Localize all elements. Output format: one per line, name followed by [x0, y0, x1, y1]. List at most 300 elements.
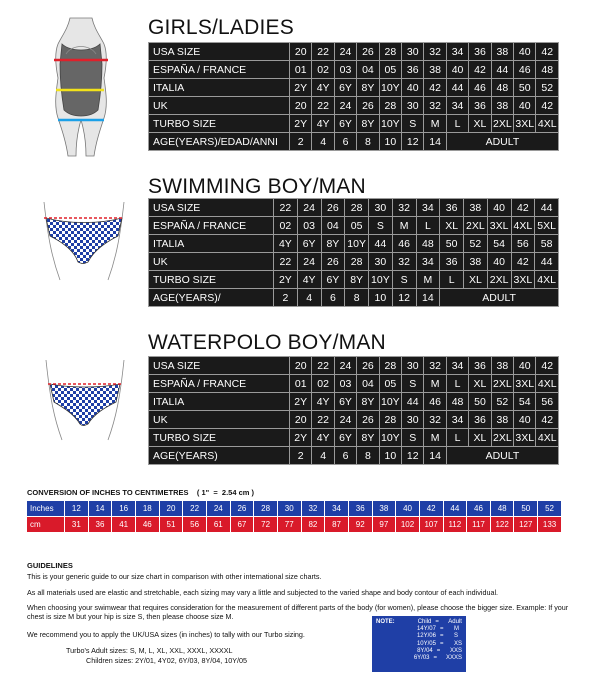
note-spacer: [376, 655, 403, 662]
girls-size-cell: 34: [446, 43, 468, 61]
girls-size-cell: 40: [402, 79, 424, 97]
girls-size-cell: 8Y: [357, 115, 379, 133]
swimming-size-cell: 44: [369, 235, 393, 253]
waterpolo-size-cell: 56: [536, 393, 559, 411]
waterpolo-size-cell: XL: [469, 375, 491, 393]
swimming-size-cell: 36: [440, 253, 464, 271]
swimming-size-cell: 24: [297, 199, 321, 217]
waterpolo-title: WATERPOLO BOY/MAN: [148, 331, 386, 354]
cm-cell: 67: [230, 517, 254, 533]
cm-cell: 36: [88, 517, 112, 533]
note-eq: =: [440, 633, 444, 640]
note-child: 14Y/07: [416, 626, 436, 633]
waterpolo-size-cell: 34: [446, 357, 468, 375]
girls-size-cell: 03: [334, 61, 356, 79]
waterpolo-size-cell: 26: [357, 357, 379, 375]
waterpolo-size-cell: L: [446, 375, 468, 393]
swimming-size-cell: 24: [297, 253, 321, 271]
waterpolo-size-row: [149, 375, 559, 393]
girls-adult-cell: ADULT: [446, 133, 558, 151]
inch-cell: 12: [65, 501, 89, 517]
waterpolo-size-cell: M: [424, 429, 446, 447]
guidelines-paragraph: When choosing your swimwear that requires consideration for the measurement of different parts of the body (for women), please choose the bigger size. Example: If your chest is size M but your hip is size S, then please choose size M.: [27, 603, 569, 621]
swimming-size-cell: 50: [440, 235, 464, 253]
girls-title: GIRLS/LADIES: [148, 16, 294, 39]
girls-age-cell: 4: [312, 133, 334, 151]
note-head-adult: Adult: [448, 619, 462, 625]
swimming-age-cell: 8: [345, 289, 369, 307]
swimming-size-row: [149, 235, 559, 253]
swimming-size-cell: 02: [274, 217, 298, 235]
waterpolo-size-cell: 4XL: [536, 429, 559, 447]
swimming-row-label: UK: [149, 253, 274, 271]
girls-age-cell: 12: [402, 133, 424, 151]
waterpolo-row-label: UK: [149, 411, 290, 429]
girls-size-cell: 6Y: [334, 115, 356, 133]
girls-size-cell: 02: [312, 61, 334, 79]
swimming-size-cell: 4Y: [274, 235, 298, 253]
girls-size-cell: L: [446, 115, 468, 133]
swimming-size-cell: 26: [321, 199, 345, 217]
girls-size-cell: 48: [536, 61, 559, 79]
inch-cell: 36: [348, 501, 372, 517]
swimming-size-cell: 36: [440, 199, 464, 217]
swimming-size-cell: 52: [464, 235, 488, 253]
swimming-size-cell: 46: [392, 235, 416, 253]
swimming-row-label: ITALIA: [149, 235, 274, 253]
girls-size-cell: 30: [402, 43, 424, 61]
waterpolo-size-table: [148, 356, 559, 465]
note-eq: =: [440, 626, 444, 633]
swimming-size-cell: 32: [392, 253, 416, 271]
conversion-title: CONVERSION OF INCHES TO CENTIMETRES ( 1" = 2.54 cm ): [27, 488, 255, 497]
girls-size-cell: 36: [402, 61, 424, 79]
girls-size-cell: 2XL: [491, 115, 513, 133]
note-adult: XXXS: [445, 655, 462, 662]
girls-size-cell: 2Y: [290, 79, 312, 97]
waterpolo-size-cell: 3XL: [514, 375, 536, 393]
note-row: [376, 633, 462, 640]
swimming-size-cell: 42: [511, 199, 535, 217]
inch-cell: 20: [159, 501, 183, 517]
waterpolo-size-cell: L: [446, 429, 468, 447]
girls-size-cell: 26: [357, 97, 379, 115]
girls-size-cell: 6Y: [334, 79, 356, 97]
swimming-size-cell: 48: [416, 235, 440, 253]
waterpolo-size-cell: 22: [312, 357, 334, 375]
waterpolo-size-cell: 04: [357, 375, 379, 393]
waterpolo-size-cell: 38: [491, 357, 513, 375]
note-eq: =: [433, 655, 438, 662]
inch-cell: 40: [396, 501, 420, 517]
girls-size-row: [149, 97, 559, 115]
girls-age-cell: 6: [334, 133, 356, 151]
waterpolo-size-cell: 02: [312, 375, 334, 393]
swimming-size-cell: XL: [440, 217, 464, 235]
waterpolo-size-cell: 24: [334, 411, 356, 429]
girls-row-label: ITALIA: [149, 79, 290, 97]
girls-age-label: AGE(YEARS)/EDAD/ANNI: [149, 133, 290, 151]
note-adult: XXS: [449, 647, 462, 654]
waterpolo-size-cell: XL: [469, 429, 491, 447]
girls-age-cell: 10: [379, 133, 401, 151]
swimming-size-cell: 28: [345, 253, 369, 271]
swimming-size-cell: 30: [369, 199, 393, 217]
swimming-size-cell: 22: [274, 253, 298, 271]
swimming-adult-cell: ADULT: [440, 289, 559, 307]
swimming-size-cell: 5XL: [535, 217, 559, 235]
inch-cell: 52: [538, 501, 562, 517]
swimming-size-cell: 56: [511, 235, 535, 253]
swimming-row-label: ESPAÑA / FRANCE: [149, 217, 274, 235]
waterpolo-size-cell: 2XL: [491, 429, 513, 447]
waterpolo-size-cell: 46: [424, 393, 446, 411]
swimming-title: SWIMMING BOY/MAN: [148, 175, 366, 198]
swimming-size-cell: XL: [464, 271, 488, 289]
waterpolo-size-cell: 24: [334, 357, 356, 375]
inch-cell: 50: [514, 501, 538, 517]
inch-cell: 14: [88, 501, 112, 517]
girls-size-row: [149, 79, 559, 97]
waterpolo-size-cell: 4Y: [312, 429, 334, 447]
swimming-size-cell: 54: [487, 235, 511, 253]
waterpolo-row-label: ESPAÑA / FRANCE: [149, 375, 290, 393]
girls-size-cell: S: [402, 115, 424, 133]
note-eq: =: [440, 640, 444, 647]
girls-size-table: [148, 42, 559, 151]
waterpolo-size-cell: 34: [446, 411, 468, 429]
girls-size-cell: 42: [536, 43, 559, 61]
cm-cell: 77: [277, 517, 301, 533]
inch-cell: 28: [254, 501, 278, 517]
note-row: [376, 648, 462, 655]
waterpolo-age-cell: 6: [334, 447, 356, 465]
inch-cell: 32: [301, 501, 325, 517]
note-spacer: [376, 648, 404, 655]
swimming-size-cell: 32: [392, 199, 416, 217]
waterpolo-size-cell: 52: [491, 393, 513, 411]
cm-cell: 107: [419, 517, 443, 533]
swimming-age-cell: 6: [321, 289, 345, 307]
waterpolo-size-cell: 38: [491, 411, 513, 429]
waterpolo-size-cell: 28: [379, 357, 401, 375]
waterpolo-size-cell: 6Y: [334, 429, 356, 447]
inch-cell: 26: [230, 501, 254, 517]
waterpolo-size-cell: 36: [469, 411, 491, 429]
inch-cell: 24: [206, 501, 230, 517]
waterpolo-size-cell: 2Y: [290, 393, 312, 411]
girls-size-row: [149, 115, 559, 133]
waterpolo-size-cell: 42: [536, 357, 559, 375]
waterpolo-size-cell: 2XL: [491, 375, 513, 393]
swimming-age-cell: 14: [416, 289, 440, 307]
girls-size-cell: 05: [379, 61, 401, 79]
waterpolo-size-cell: 54: [514, 393, 536, 411]
girls-size-cell: 01: [290, 61, 312, 79]
inch-cell: 48: [490, 501, 514, 517]
waterpolo-age-cell: 8: [357, 447, 379, 465]
girls-size-cell: M: [424, 115, 446, 133]
girls-size-cell: 22: [312, 43, 334, 61]
swimming-size-cell: 04: [321, 217, 345, 235]
girls-size-cell: 22: [312, 97, 334, 115]
girls-size-cell: 40: [514, 97, 536, 115]
waterpolo-size-row: [149, 411, 559, 429]
note-row: [376, 641, 462, 648]
waterpolo-age-cell: 10: [379, 447, 401, 465]
waterpolo-size-cell: 01: [290, 375, 312, 393]
waterpolo-size-cell: 26: [357, 411, 379, 429]
waterpolo-size-cell: 10Y: [379, 393, 401, 411]
note-child: 12Y/06: [416, 633, 436, 640]
cm-label: cm: [27, 517, 65, 533]
cm-cell: 97: [372, 517, 396, 533]
note-adult: XS: [454, 640, 463, 647]
swimming-size-cell: S: [369, 217, 393, 235]
swimming-size-cell: 3XL: [511, 271, 535, 289]
girls-row-label: USA SIZE: [149, 43, 290, 61]
swimming-size-cell: 26: [321, 253, 345, 271]
swimming-size-cell: 6Y: [297, 235, 321, 253]
swim-brief-figure-icon: [38, 198, 130, 282]
girls-size-cell: 38: [491, 97, 513, 115]
swimming-size-cell: 22: [274, 199, 298, 217]
swimming-age-cell: 10: [369, 289, 393, 307]
note-eq: =: [436, 647, 441, 654]
swimming-size-cell: L: [440, 271, 464, 289]
inch-cell: 18: [135, 501, 159, 517]
swimming-size-cell: 40: [487, 199, 511, 217]
cm-cell: 31: [65, 517, 89, 533]
waterpolo-size-cell: 8Y: [357, 393, 379, 411]
swimming-size-row: [149, 199, 559, 217]
girls-size-cell: 8Y: [357, 79, 379, 97]
swimming-size-cell: 2XL: [464, 217, 488, 235]
waterpolo-size-cell: 6Y: [334, 393, 356, 411]
girls-size-cell: 28: [379, 97, 401, 115]
girls-size-cell: 4Y: [312, 79, 334, 97]
swimming-age-cell: 12: [392, 289, 416, 307]
waterpolo-size-cell: 36: [469, 357, 491, 375]
guidelines-paragraph: This is your generic guide to our size chart in comparison with other international size charts.: [27, 572, 322, 581]
girls-row-label: UK: [149, 97, 290, 115]
cm-cell: 127: [514, 517, 538, 533]
girls-size-cell: 42: [424, 79, 446, 97]
girls-size-cell: 36: [469, 97, 491, 115]
swimming-size-cell: 42: [511, 253, 535, 271]
girls-age-row: [149, 133, 559, 151]
note-header: [376, 619, 462, 626]
cm-cell: 51: [159, 517, 183, 533]
girls-size-cell: 20: [290, 43, 312, 61]
girls-size-cell: 3XL: [514, 115, 536, 133]
swimming-size-cell: 6Y: [321, 271, 345, 289]
girls-age-cell: 14: [424, 133, 446, 151]
swimming-size-cell: 2Y: [274, 271, 298, 289]
waterpolo-size-row: [149, 357, 559, 375]
girls-size-cell: 42: [536, 97, 559, 115]
cm-cell: 41: [112, 517, 136, 533]
swimming-age-cell: 2: [274, 289, 298, 307]
note-row: [376, 655, 462, 662]
waterpolo-age-row: [149, 447, 559, 465]
waterpolo-size-cell: 3XL: [514, 429, 536, 447]
note-head-eq: =: [435, 619, 439, 625]
girls-size-cell: 30: [402, 97, 424, 115]
waterpolo-size-cell: 40: [514, 411, 536, 429]
girls-size-cell: 24: [334, 97, 356, 115]
girls-size-cell: 10Y: [379, 79, 401, 97]
note-adult: M: [454, 626, 459, 633]
swimming-size-table: [148, 198, 559, 307]
swimming-size-cell: 8Y: [321, 235, 345, 253]
girls-size-cell: 52: [536, 79, 559, 97]
swimming-size-cell: 4Y: [297, 271, 321, 289]
inches-row: [27, 501, 562, 517]
waterpolo-brief-figure-icon: [40, 358, 130, 442]
waterpolo-size-cell: 44: [402, 393, 424, 411]
girls-size-cell: 48: [491, 79, 513, 97]
waterpolo-age-label: AGE(YEARS): [149, 447, 290, 465]
guidelines-paragraph: As all materials used are elastic and stretchable, each sizing may vary a little and subjected to the varied shape and body contour of each individual.: [27, 588, 499, 597]
girls-size-cell: 42: [469, 61, 491, 79]
girls-size-cell: 46: [469, 79, 491, 97]
waterpolo-age-cell: 2: [290, 447, 312, 465]
cm-cell: 46: [135, 517, 159, 533]
adult-sizes: Turbo's Adult sizes: S, M, L, XL, XXL, XXXL, XXXXL: [66, 646, 233, 655]
swimming-size-cell: 40: [487, 253, 511, 271]
waterpolo-row-label: USA SIZE: [149, 357, 290, 375]
swimming-size-cell: 3XL: [487, 217, 511, 235]
inches-label: Inches: [27, 501, 65, 517]
swimming-row-label: TURBO SIZE: [149, 271, 274, 289]
girls-size-cell: 24: [334, 43, 356, 61]
waterpolo-size-cell: 05: [379, 375, 401, 393]
swimming-size-cell: 2XL: [487, 271, 511, 289]
swimming-age-row: [149, 289, 559, 307]
note-box: [372, 616, 466, 672]
waterpolo-age-cell: 14: [424, 447, 446, 465]
swimming-size-cell: 30: [369, 253, 393, 271]
cm-cell: 102: [396, 517, 420, 533]
note-child: 8Y/04: [417, 647, 433, 654]
swimming-size-cell: L: [416, 217, 440, 235]
waterpolo-size-cell: 50: [469, 393, 491, 411]
waterpolo-age-cell: 12: [402, 447, 424, 465]
girls-age-cell: 2: [290, 133, 312, 151]
waterpolo-size-cell: 28: [379, 411, 401, 429]
waterpolo-size-cell: 2Y: [290, 429, 312, 447]
waterpolo-size-cell: M: [424, 375, 446, 393]
girls-size-cell: 38: [491, 43, 513, 61]
waterpolo-size-cell: 4Y: [312, 393, 334, 411]
swimming-size-cell: 58: [535, 235, 559, 253]
guidelines-title: GUIDELINES: [27, 561, 73, 570]
swimming-size-cell: 03: [297, 217, 321, 235]
girls-size-cell: 36: [469, 43, 491, 61]
waterpolo-size-row: [149, 393, 559, 411]
girls-size-cell: 28: [379, 43, 401, 61]
waterpolo-size-cell: 32: [424, 411, 446, 429]
waterpolo-size-cell: 40: [514, 357, 536, 375]
swimming-size-row: [149, 253, 559, 271]
girls-size-row: [149, 61, 559, 79]
swimming-size-cell: 28: [345, 199, 369, 217]
girls-size-cell: 20: [290, 97, 312, 115]
girls-size-cell: 40: [446, 61, 468, 79]
waterpolo-size-cell: 20: [290, 357, 312, 375]
swimming-size-cell: 10Y: [345, 235, 369, 253]
conversion-table: [26, 500, 562, 533]
girls-size-cell: 34: [446, 97, 468, 115]
waterpolo-size-cell: 10Y: [379, 429, 401, 447]
note-head-child: Child: [417, 619, 432, 625]
swimming-size-row: [149, 271, 559, 289]
waterpolo-size-cell: 8Y: [357, 429, 379, 447]
note-spacer: [376, 626, 406, 633]
swimming-size-cell: 34: [416, 253, 440, 271]
girls-row-label: ESPAÑA / FRANCE: [149, 61, 290, 79]
girls-size-cell: 46: [514, 61, 536, 79]
girls-size-cell: 40: [514, 43, 536, 61]
girls-size-cell: 10Y: [379, 115, 401, 133]
girls-size-cell: 32: [424, 97, 446, 115]
girls-size-cell: 04: [357, 61, 379, 79]
note-spacer: [376, 641, 406, 648]
girls-size-cell: 4XL: [536, 115, 559, 133]
waterpolo-size-cell: 03: [334, 375, 356, 393]
girls-size-cell: 32: [424, 43, 446, 61]
swimsuit-figure-icon: [40, 14, 122, 160]
inch-cell: 44: [443, 501, 467, 517]
girls-size-row: [149, 43, 559, 61]
swimming-size-cell: M: [392, 217, 416, 235]
swimming-age-label: AGE(YEARS)/: [149, 289, 274, 307]
cm-cell: 56: [183, 517, 207, 533]
note-adult: S: [454, 633, 459, 640]
cm-cell: 117: [467, 517, 491, 533]
waterpolo-size-cell: 32: [424, 357, 446, 375]
swimming-size-cell: 10Y: [369, 271, 393, 289]
girls-size-cell: 50: [514, 79, 536, 97]
waterpolo-size-cell: 42: [536, 411, 559, 429]
girls-size-cell: 4Y: [312, 115, 334, 133]
girls-size-cell: 44: [446, 79, 468, 97]
cm-cell: 87: [325, 517, 349, 533]
swimming-age-cell: 4: [297, 289, 321, 307]
cm-cell: 112: [443, 517, 467, 533]
girls-size-cell: XL: [469, 115, 491, 133]
swimming-size-cell: 4XL: [511, 217, 535, 235]
children-sizes: Children sizes: 2Y/01, 4Y02, 6Y/03, 8Y/04, 10Y/05: [86, 656, 248, 665]
swimming-size-cell: 05: [345, 217, 369, 235]
guidelines-paragraph: We recommend you to apply the UK/USA sizes (in inches) to tally with our Turbo sizing.: [27, 630, 305, 639]
cm-cell: 133: [538, 517, 562, 533]
waterpolo-size-cell: 22: [312, 411, 334, 429]
waterpolo-size-cell: S: [402, 429, 424, 447]
swimming-size-cell: M: [416, 271, 440, 289]
cm-cell: 72: [254, 517, 278, 533]
swimming-size-cell: 4XL: [535, 271, 559, 289]
girls-size-cell: 44: [491, 61, 513, 79]
girls-size-cell: 26: [357, 43, 379, 61]
cm-cell: 61: [206, 517, 230, 533]
cm-row: [27, 517, 562, 533]
waterpolo-size-row: [149, 429, 559, 447]
inch-cell: 22: [183, 501, 207, 517]
waterpolo-row-label: TURBO SIZE: [149, 429, 290, 447]
waterpolo-adult-cell: ADULT: [446, 447, 558, 465]
